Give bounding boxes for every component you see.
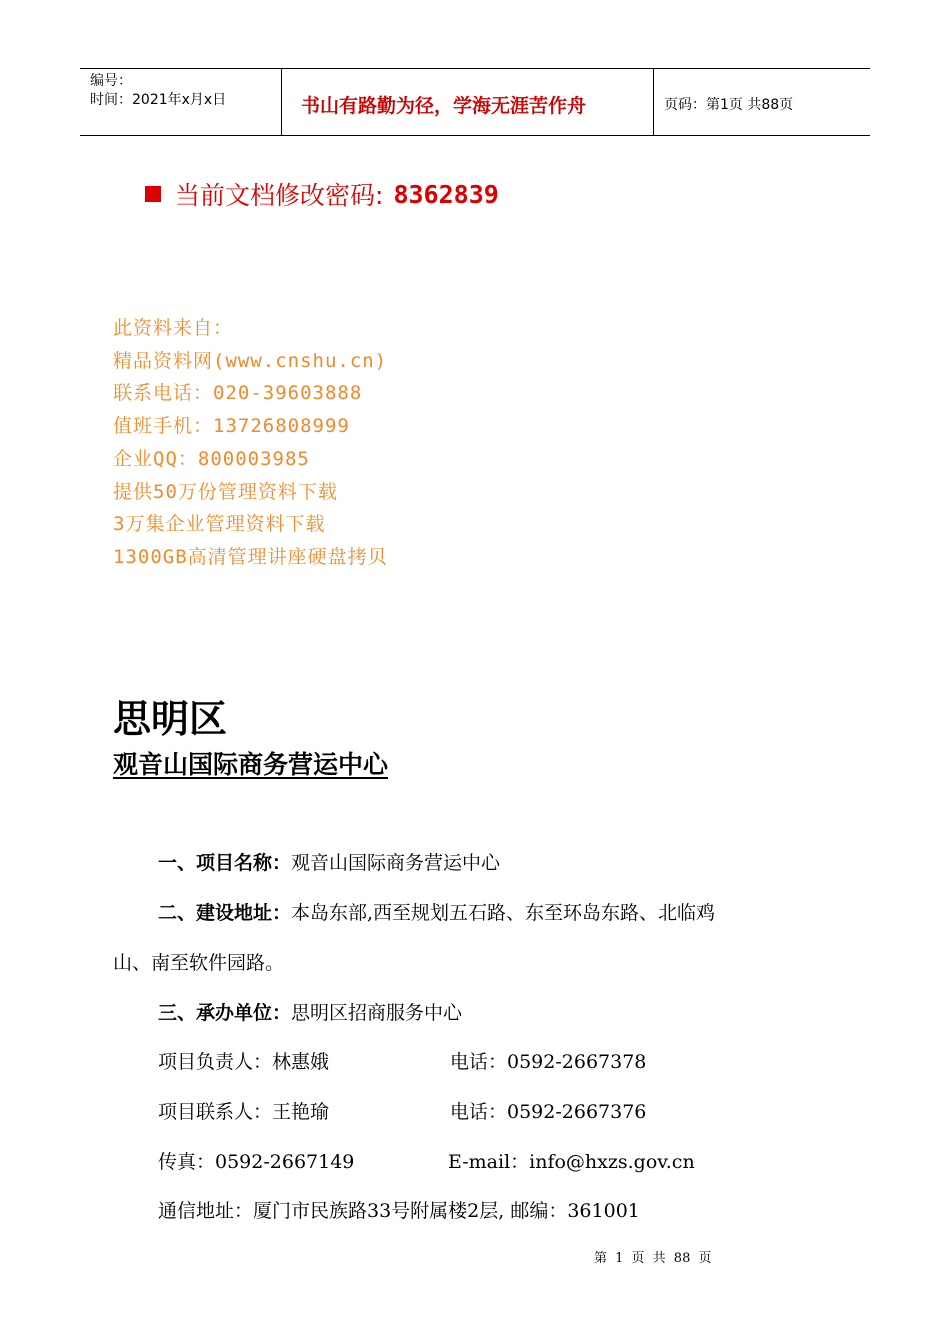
header-page-info: 页码：第1页 共88页 xyxy=(664,97,794,113)
section-address xyxy=(158,898,715,925)
source-line: 此资料来自： xyxy=(113,317,234,339)
project-contact-phone: 电话：0592-2667376 xyxy=(450,1101,647,1123)
header-motto: 书山有路勤为径，学海无涯苦作舟 xyxy=(301,95,587,117)
password-label: 当前文档修改密码: xyxy=(175,181,384,210)
source-line: 企业QQ：800003985 xyxy=(113,447,310,470)
source-line: 值班手机：13726808999 xyxy=(113,415,350,438)
source-line: 3万集企业管理资料下载 xyxy=(113,513,326,536)
section-value: 思明区招商服务中心 xyxy=(291,1002,463,1024)
section-project-name xyxy=(158,848,500,875)
source-line: 精品资料网(www.cnshu.cn) xyxy=(113,349,388,372)
section-label: 三、承办单位： xyxy=(158,1002,292,1024)
section-value: 本岛东部,西至规划五石路、东至环岛东路、北临鸡 xyxy=(291,902,716,924)
red-square-icon xyxy=(145,186,161,202)
source-line: 1300GB高清管理讲座硬盘拷贝 xyxy=(113,545,388,568)
page-footer: 第 1 页 共 88 页 xyxy=(594,1251,712,1266)
section-organizer xyxy=(158,998,462,1025)
section-label: 一、项目名称： xyxy=(158,852,292,874)
project-leader-phone: 电话：0592-2667378 xyxy=(450,1051,647,1073)
source-line: 提供50万份管理资料下载 xyxy=(113,480,338,503)
source-info-block xyxy=(113,312,388,574)
section-label: 二、建设地址： xyxy=(158,902,292,924)
fax-number: 传真：0592-2667149 xyxy=(158,1151,355,1173)
district-heading: 思明区 xyxy=(113,697,228,741)
password-code: 8362839 xyxy=(393,179,499,209)
document-number-label: 编号： xyxy=(90,73,132,89)
project-title: 观音山国际商务营运中心 xyxy=(113,750,389,779)
header-motto-cell xyxy=(281,69,654,135)
document-date-label: 时间：2021年x月x日 xyxy=(90,92,227,108)
section-address-continuation: 山、南至软件园路。 xyxy=(113,952,285,974)
section-value: 观音山国际商务营运中心 xyxy=(291,852,501,874)
mailing-address: 通信地址：厦门市民族路33号附属楼2层, 邮编：361001 xyxy=(158,1200,640,1222)
source-line: 联系电话：020-39603888 xyxy=(113,382,363,405)
project-leader: 项目负责人：林惠娥 xyxy=(158,1051,330,1073)
password-notice xyxy=(145,176,499,212)
document-header xyxy=(80,68,870,136)
project-contact: 项目联系人：王艳瑜 xyxy=(158,1101,330,1123)
email-address: E-mail：info@hxzs.gov.cn xyxy=(448,1151,695,1173)
header-meta-cell xyxy=(80,69,282,135)
